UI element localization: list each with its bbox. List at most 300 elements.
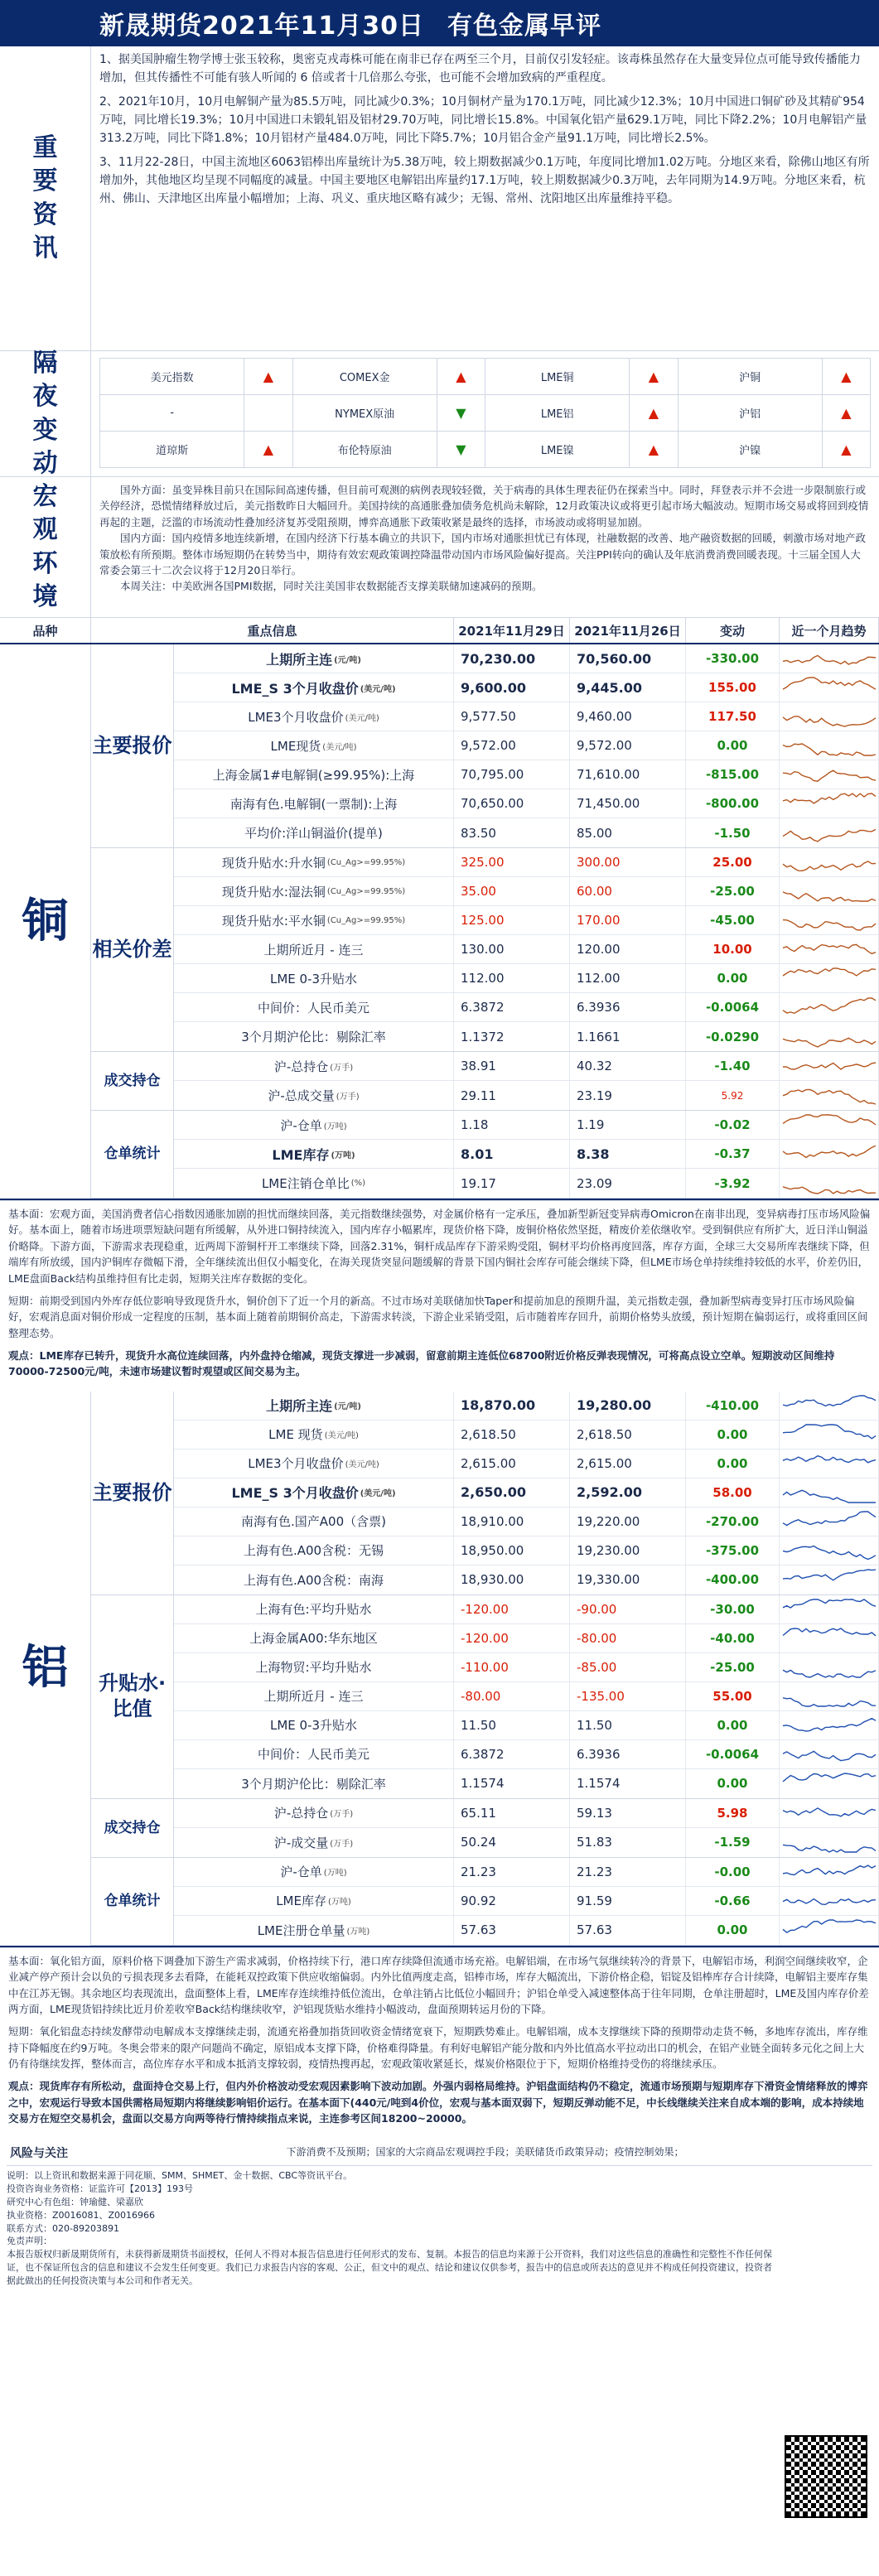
arrow-up-icon: ▲ [630, 359, 678, 395]
value-change: 58.00 [686, 1479, 780, 1507]
group-label: 仓单统计 [91, 1111, 174, 1198]
value-current: 2,615.00 [454, 1450, 570, 1478]
row-name [174, 848, 454, 876]
trend-sparkline [781, 646, 877, 671]
row-name-text: LME注销仓单比 [261, 1176, 350, 1191]
value-current: -110.00 [454, 1653, 570, 1681]
table-row [174, 644, 879, 673]
value-change: 155.00 [686, 673, 780, 702]
value-previous: 60.00 [570, 877, 686, 905]
label-char: 水 [138, 1672, 158, 1696]
row-unit: (万吨) [323, 1122, 347, 1131]
row-name-text: 平均价:洋山铜溢价(提单) [244, 826, 383, 841]
commentary [0, 1200, 879, 1392]
row-name-text: 上期所近月 - 连三 [263, 942, 364, 958]
label-char: 比 [112, 1697, 133, 1721]
row-name-text: LME_S 3个月收盘价 [231, 1485, 359, 1502]
label-char: 重 [32, 133, 58, 162]
table-row [174, 702, 879, 731]
row-name-text: LME现货 [270, 738, 321, 754]
table-row [174, 1392, 879, 1421]
table-row [174, 1052, 879, 1081]
value-previous: 19,230.00 [570, 1536, 686, 1565]
row-name-text: LME 0-3升贴水 [269, 971, 358, 987]
footer-note: 研究中心有色组：钟瑜健、梁嘉欣 [7, 2196, 143, 2207]
trend-sparkline [781, 1538, 877, 1563]
value-change: -0.66 [686, 1887, 780, 1915]
row-unit: (美元/吨) [324, 1431, 359, 1441]
trend-cell [780, 1799, 879, 1827]
news-item: 1、据美国肿瘤生物学博士张玉较称，奥密克戎毒株可能在南非已存在两至三个月，目前仅引发轻症。该毒株虽然存在大量变异位点可能导致传播能力增加，但其传播性不可能有骇人听闻的 6 倍或者十几倍那么夸张，也可能不会增加致病的严重程度。 [99, 53, 861, 84]
table-row [174, 1595, 879, 1624]
row-name-text: LME3个月收盘价 [248, 709, 344, 725]
value-current: -120.00 [454, 1624, 570, 1652]
trend-sparkline [781, 966, 877, 991]
table-row [174, 731, 879, 760]
group-rows [174, 1392, 879, 1594]
arrow-down-icon: ▼ [437, 395, 485, 432]
label-char: 宏 [32, 481, 58, 511]
footer-note: 本报告版权归新晟期货所有，未获得新晟期货书面授权，任何人不得对本报告信息进行任何形式的发布、复制。本报告的信息均来源于公开资料，我们对这些信息的准确性和完整性不作任何保证，也不保证所包含的信息和建议不会发生任何变更。我们已力求报告内容的客观、公正，但文中的观点、结论和建议仅供参考，报告中的信息或所表达的意见并不构成任何投资建议，投资者据此做出的任何投资决策与本公司和作者无关。 [7, 2249, 772, 2287]
value-change: -270.00 [686, 1507, 780, 1536]
commentary [0, 1947, 879, 2139]
overnight-name: NYMEX原油 [292, 395, 437, 432]
row-name-text: 上海有色.A00含税：无锡 [243, 1543, 384, 1559]
value-current: -120.00 [454, 1595, 570, 1623]
table-row [174, 1081, 879, 1110]
metal-group [91, 848, 879, 1052]
value-current: 29.11 [454, 1081, 570, 1110]
overnight-table [99, 358, 871, 468]
value-change: 0.00 [686, 1769, 780, 1798]
value-change: 25.00 [686, 848, 780, 876]
row-name [174, 1682, 454, 1710]
label-char: 相 [92, 937, 113, 961]
overnight-section [0, 348, 879, 478]
trend-sparkline [781, 1171, 877, 1196]
label-char: 价 [132, 937, 152, 961]
table-row [174, 1565, 879, 1594]
metal-group [91, 1858, 879, 1946]
aluminum-block [0, 1392, 879, 2139]
label-char: 价 [152, 733, 172, 757]
value-change: 117.50 [686, 702, 780, 731]
trend-sparkline [781, 1451, 877, 1476]
value-previous: 19,330.00 [570, 1565, 686, 1594]
row-name [174, 1916, 454, 1945]
value-previous: 300.00 [570, 848, 686, 876]
row-name [174, 702, 454, 731]
value-previous: 57.63 [570, 1916, 686, 1945]
trend-cell [780, 1858, 879, 1886]
overnight-label [0, 348, 91, 478]
overnight-name: LME铜 [485, 359, 630, 395]
row-name-text: 上海有色.A00含税：南海 [243, 1572, 384, 1588]
value-current: 70,230.00 [454, 644, 570, 673]
group-label [91, 1595, 174, 1798]
trend-sparkline [781, 1480, 877, 1505]
row-name-text: LME库存 [272, 1146, 330, 1163]
value-previous: 71,610.00 [570, 760, 686, 789]
value-current: 112.00 [454, 964, 570, 992]
table-row [174, 1740, 879, 1769]
value-previous: 2,592.00 [570, 1479, 686, 1507]
value-current: 90.92 [454, 1887, 570, 1915]
commentary-short-term: 短期：前期受到国内外库存低位影响导致现货升水，铜价创下了近一个月的新高。不过市场对美联储加快Taper和提前加息的预期升温，美元指数走强，叠加新型病毒变异打压市场风险偏好，宏观消息面对铜价形成一定程度的压制，基本面上随着前期铜价高走，下游需求转淡，下游企业采销受阻，后市随着库存回升，前期价格势头放缓，预计短期在偏弱运行，或将重回区间整理态势。 [8, 1294, 868, 1339]
trend-sparkline [781, 908, 877, 933]
value-current: 70,795.00 [454, 760, 570, 789]
trend-sparkline [781, 1597, 877, 1622]
footer-note: 说明：以上资讯和数据来源于同花顺、SMM、SHMET、金十数据、CBC等资讯平台。 [7, 2169, 353, 2181]
value-previous: 1.1661 [570, 1022, 686, 1051]
trend-cell [780, 1392, 879, 1420]
row-name-text: 中间价：人民币美元 [257, 1747, 369, 1763]
overnight-name: - [100, 395, 244, 432]
group-rows [174, 1052, 879, 1110]
row-name [174, 1887, 454, 1915]
trend-sparkline [781, 1626, 877, 1651]
table-header [0, 618, 879, 644]
overnight-name: 沪铝 [678, 395, 822, 432]
group-label [91, 848, 174, 1051]
trend-sparkline [781, 1567, 877, 1592]
metal-group [91, 1392, 879, 1595]
row-name-text: 沪-总持仓 [273, 1806, 329, 1821]
trend-cell [780, 1711, 879, 1739]
group-label [91, 1392, 174, 1594]
row-name [174, 1565, 454, 1594]
row-unit: (万手) [330, 1063, 354, 1073]
value-previous: 1.19 [570, 1111, 686, 1139]
overnight-name: COMEX金 [292, 359, 437, 395]
arrow-up-icon: ▲ [822, 359, 870, 395]
row-name-text: 中间价：人民币美元 [257, 1000, 369, 1015]
trend-sparkline [781, 1830, 877, 1855]
value-current: 21.23 [454, 1858, 570, 1886]
value-current: 125.00 [454, 906, 570, 934]
overnight-name: 道琼斯 [100, 432, 244, 468]
row-name-text: 现货升贴水:平水铜 [221, 913, 326, 929]
trend-cell [780, 1887, 879, 1915]
arrow-up-icon: ▲ [822, 395, 870, 432]
row-name [174, 1799, 454, 1827]
row-name-text: 上海有色:平均升贴水 [255, 1602, 372, 1618]
trend-sparkline [781, 791, 877, 816]
row-name [174, 1740, 454, 1768]
value-previous: 9,460.00 [570, 702, 686, 731]
commentary-view: 观点：现货库存有所松动，盘面持仓交易上行，但内外价格波动受宏观因素影响下波动加剧。外强内弱格局维持。沪铝盘面结构仍不稳定，流通市场预期与短期库存下滑资金情绪释放的博弈之中，宏观运行导致本国供需格局短期内将继续影响铝价运行。在基本面下(440元/吨到4价位，宏观与基本面双弱下，短期反弹动能不足，中长线继续关注来自成本端的影响，成本持续地交易方在短空交易机会，盘面以交易方向两等待行情持续指点来说，主连参考区间18200~20000。 [8, 2080, 868, 2125]
metal-grid [91, 1392, 879, 1946]
trend-cell [780, 1624, 879, 1652]
row-name-text: 沪-仓单 [280, 1864, 322, 1880]
row-name-text: 沪-总持仓 [273, 1059, 329, 1074]
trend-cell [780, 935, 879, 963]
label-char: 动 [32, 449, 58, 478]
value-previous: 71,450.00 [570, 789, 686, 818]
value-previous: 2,615.00 [570, 1450, 686, 1478]
value-change: -0.0064 [686, 993, 780, 1021]
macro-foreign: 国外方面：虽变异株目前只在国际间高速传播，但目前可观测的病例表现较轻微，关于病毒的具体生理表征仍在探索当中。同时，拜登表示并不会进一步限制旅行或关停经济，恐慌情绪释放过后，美元指数昨日大幅回升。美国持续的高通胀叠加债务危机尚未解除，12月政策决议或将更引起市场大幅波动。短期市场交易或将回到疫情再起的主题，泛滥的市场流动性叠加经济复苏受阻预期，博弈高通胀下政策收紧是最终的选择，市场波动或将明显加剧。 [99, 484, 869, 528]
table-row [174, 1507, 879, 1536]
row-name-text: 上海物贸:平均升贴水 [255, 1660, 372, 1676]
trend-sparkline [781, 1083, 877, 1108]
value-change: -30.00 [686, 1595, 780, 1623]
label-char: 报 [132, 1480, 152, 1504]
trend-cell [780, 1916, 879, 1945]
trend-sparkline [781, 1801, 877, 1826]
row-name [174, 644, 454, 673]
trend-sparkline [781, 1422, 877, 1447]
table-header-cell: 2021年11月26日 [570, 618, 686, 643]
row-name [174, 789, 454, 818]
value-current: 325.00 [454, 848, 570, 876]
news-item: 3、11月22-28日，中国主流地区6063铝棒出库量统计为5.38万吨，较上期数据减少0.1万吨，年度同比增加1.02万吨。分地区来看，除佛山地区有所增加外，其他地区均呈现不同幅度的减量。中国主要地区电解铝出库量约17.1万吨，较上期数据减少0.3万吨，去年同期为14.9万吨。分地区来看，杭州、佛山、天津地区出库量小幅增加；上海、巩义、重庆地区略有减少；无锡、常州、沈阳地区出库量维持平稳。 [99, 156, 870, 205]
table-row [174, 1799, 879, 1828]
table-row [174, 1479, 879, 1507]
label-char: 资 [32, 200, 58, 229]
trend-cell [780, 731, 879, 760]
label-char: 值 [132, 1697, 152, 1721]
value-change: 5.92 [686, 1081, 780, 1110]
value-previous: 2,618.50 [570, 1421, 686, 1449]
macro-focus: 本周关注：中美欧洲各国PMI数据，同时关注美国非农数据能否支撑美联储加速减码的预期。 [120, 580, 543, 593]
label-char: 要 [112, 733, 133, 757]
value-current: 50.24 [454, 1828, 570, 1857]
value-previous: 91.59 [570, 1887, 686, 1915]
metal-group [91, 1052, 879, 1111]
trend-cell [780, 1022, 879, 1051]
value-current: 1.18 [454, 1111, 570, 1139]
trend-sparkline [781, 821, 877, 846]
trend-cell [780, 1565, 879, 1594]
overnight-name: 沪镍 [678, 432, 822, 468]
row-unit: (Cu_Ag>=99.95%) [326, 915, 406, 925]
value-current: 9,600.00 [454, 673, 570, 702]
arrow-up-icon: ▲ [630, 395, 678, 432]
table-row [174, 1916, 879, 1945]
row-name-text: LME_S 3个月收盘价 [231, 680, 359, 697]
value-previous: 70,560.00 [570, 644, 686, 673]
overnight-name: 布伦特原油 [292, 432, 437, 468]
row-unit: (万手) [330, 1810, 354, 1820]
report-title-bar [0, 0, 879, 46]
row-name-text: 上海金属A00:华东地区 [249, 1631, 378, 1647]
news-body [91, 46, 879, 350]
row-name-text: LME库存 [276, 1893, 326, 1909]
value-previous: 120.00 [570, 935, 686, 963]
value-previous: 170.00 [570, 906, 686, 934]
table-row [174, 877, 879, 906]
trend-cell [780, 1081, 879, 1110]
trend-cell [780, 1507, 879, 1536]
value-current: 8.01 [454, 1140, 570, 1168]
row-name [174, 1858, 454, 1886]
value-change: -330.00 [686, 644, 780, 673]
commentary-short-term: 短期：氧化铝盘态持续发酵带动电解成本支撑继续走弱，流通充裕叠加指货回收资金情绪宽衰下，短期跌势难止。电解铝端，成本支撑继续下降的预期带动走货不畅，多地库存流出，库存维持下降幅度在约9万吨。冬奥会带来的限产问题尚不确定，原铝成本支撑下降，价格难得降量。有利好电解铝产能分散和内外比值高水平拉动出口的机会，在铝产业链全面转多元化之间上大仍有待继续发挥，整体而言，高位库存水平和成本抵消支撑较弱，疫情热搜再起，宏观政策收紧延长，煤炭价格限位于下，短期价格维持受伤的将继续承压。 [8, 2025, 868, 2070]
arrow-down-icon: ▼ [437, 432, 485, 468]
row-name-text: 上期所近月 - 连三 [263, 1689, 364, 1705]
row-name [174, 1624, 454, 1652]
metal-group [91, 1595, 879, 1799]
row-name [174, 1653, 454, 1681]
trend-sparkline [781, 1742, 877, 1767]
value-previous: 11.50 [570, 1711, 686, 1739]
row-name [174, 1711, 454, 1739]
trend-cell [780, 1140, 879, 1168]
overnight-name: 沪铜 [678, 359, 822, 395]
table-row [174, 1022, 879, 1051]
trend-cell [780, 1421, 879, 1449]
trend-sparkline [781, 1771, 877, 1796]
row-unit: (万吨) [323, 1869, 347, 1879]
trend-cell [780, 1740, 879, 1768]
table-row [174, 673, 879, 702]
value-previous: 51.83 [570, 1828, 686, 1857]
overnight-name: LME铝 [485, 395, 630, 432]
row-name-text: LME注册仓单量 [257, 1922, 345, 1938]
value-current: 11.50 [454, 1711, 570, 1739]
row-name [174, 1111, 454, 1139]
value-current: 65.11 [454, 1799, 570, 1827]
row-name [174, 1769, 454, 1798]
row-name-text: LME 现货 [268, 1427, 323, 1443]
trend-cell [780, 1595, 879, 1623]
row-unit: (万吨) [346, 1927, 370, 1937]
value-current: 18,950.00 [454, 1536, 570, 1565]
trend-sparkline [781, 1918, 877, 1942]
macro-label [0, 477, 91, 617]
value-current: 1.1372 [454, 1022, 570, 1051]
group-label: 成交持仓 [91, 1052, 174, 1110]
label-char: 价 [152, 1480, 172, 1504]
row-name-text: 3个月期沪伦比：剔除汇率 [241, 1030, 386, 1044]
group-rows [174, 644, 879, 847]
value-change: -0.02 [686, 1111, 780, 1139]
metal-group [91, 644, 879, 848]
table-row [174, 1769, 879, 1798]
table-row [174, 1653, 879, 1682]
value-previous: 112.00 [570, 964, 686, 992]
row-name [174, 1421, 454, 1449]
risk-label: 风险与关注 [10, 2146, 68, 2160]
commentary-fundamentals: 基本面：氧化铝方面，原料价格下调叠加下游生产需求减弱，价格持续下行，港口库存续降但流通市场充裕。电解铝端，在市场气氛继续转冷的背景下，电解铝市场，利润空间继续收窄，企业减产停产预计会以负的亏损表现多去看降，在能耗双控政策下供应收缩偏弱。内外比值两度走高，铝棒市场，库存大幅流出，下游价格企稳，铝锭及铝棒库存合计续降，电解铝主要库存集中在江苏无锡。其余地区均表现流出，盘面整体上看，LME库存连续维持低位流出，仓单注销占比低位小幅回升；沪铝仓单受入减速整体高于往年同期，仓单注册超时，LME及国内库存价差两方面，LME现货铝持续比近月价差收窄Back结构继续收窄，沪铝现货贴水维持小幅波动，盘面预期转运月份的下降。 [8, 1954, 869, 2015]
trend-cell [780, 1479, 879, 1507]
row-unit: (Cu_Ag>=99.95%) [326, 857, 406, 867]
trend-cell [780, 964, 879, 992]
row-unit: (%) [350, 1179, 366, 1188]
table-row [174, 1711, 879, 1740]
group-label [91, 644, 174, 847]
value-previous: 21.23 [570, 1858, 686, 1886]
footer [0, 2139, 879, 2292]
footer-note: 免责声明： [7, 2236, 52, 2247]
row-name [174, 935, 454, 963]
row-name [174, 1169, 454, 1198]
table-row [174, 935, 879, 964]
arrow-up-icon: ▲ [437, 359, 485, 395]
trend-sparkline [781, 704, 877, 729]
table-row [174, 993, 879, 1022]
arrow-up-icon: ▲ [822, 432, 870, 468]
row-unit: (万手) [330, 1839, 354, 1849]
risk-text: 下游消费不及预期；国家的大宗商品宏观调控手段；美联储货币政策异动；疫情控制効果； [286, 2145, 684, 2158]
trend-cell [780, 1052, 879, 1080]
value-current: 2,650.00 [454, 1479, 570, 1507]
trend-sparkline [781, 937, 877, 962]
trend-cell [780, 789, 879, 818]
trend-sparkline [781, 1054, 877, 1078]
value-change: 5.98 [686, 1799, 780, 1827]
value-change: -40.00 [686, 1624, 780, 1652]
row-name-text: 现货升贴水:升水铜 [221, 855, 326, 871]
row-name [174, 1828, 454, 1857]
value-current: 6.3872 [454, 993, 570, 1021]
value-current: 1.1574 [454, 1769, 570, 1798]
trend-sparkline [781, 1025, 877, 1049]
trend-sparkline [781, 762, 877, 787]
trend-sparkline [781, 1684, 877, 1709]
macro-section [0, 477, 879, 618]
footer-note: 联系方式：020-89203891 [7, 2222, 119, 2234]
row-name [174, 1595, 454, 1623]
label-char: 观 [32, 515, 58, 544]
table-row [174, 1887, 879, 1916]
label-char: 关 [112, 937, 133, 961]
table-row [174, 760, 879, 789]
value-previous: 9,445.00 [570, 673, 686, 702]
label-char: 报 [132, 733, 152, 757]
table-row [174, 1624, 879, 1653]
row-unit: (元/吨) [334, 1402, 361, 1412]
row-name [174, 1052, 454, 1080]
value-change: -0.37 [686, 1140, 780, 1168]
trend-sparkline [781, 1860, 877, 1884]
table-row [174, 848, 879, 877]
trend-cell [780, 1769, 879, 1798]
report-title: 新晟期货2021年11月30日 [99, 12, 424, 41]
row-name [174, 1140, 454, 1168]
trend-cell [780, 644, 879, 673]
value-current: 35.00 [454, 877, 570, 905]
table-row [174, 1111, 879, 1140]
macro-domestic: 国内方面：国内疫情多地连续新增，在国内经济下行基本确立的共识下，国内市场对通胀担忧已有体现，社融数据的改善、地产融资数据的回暖，刺激市场对地产政策放松有所预期。整体市场短期仍在转势当中，期待有效宏观政策调控降温带动国内市场风险偏好提高。关注PPI转向的确认及年底消费消费回暖表现。十三届全国人大常委会第三十二次会议将于12月20日举行。 [99, 532, 867, 576]
row-unit: (Cu_Ag>=99.95%) [326, 886, 406, 896]
value-current: 18,870.00 [454, 1392, 570, 1420]
row-unit: (万吨) [327, 1898, 351, 1908]
qr-code-icon [785, 2435, 867, 2518]
value-change: -0.0064 [686, 1740, 780, 1768]
row-unit: (美元/吨) [360, 1489, 396, 1499]
commentary-fundamentals: 基本面：宏观方面，美国消费者信心指数因通胀加剧的担忧而继续回落，美元指数继续强势，对金属价格有一定承压，叠加新型新冠变异病毒Omicron在南非出现，变异病毒打压市场风险偏好。基本面上，随着市场进项票短缺问题有所缓解，从外进口铜持续流入，国内库存小幅累库，现货价格下降，废铜价格依然坚挺，精废价差依继收窄。受到铜供应有所扩大，近日洋山铜溢价略降。下游方面，下游需求表现稳重，近两周下游铜杆开工率继续下降，回落2.31%，铜杆成品库存下游采购受阻，铜材平均价格再度回落，库存方面，全球三大交易所库表继续下降，但端库有所放缓，国内沪铜库存微幅下滑，全年继续流出但仅小幅变化，在海关现货突显问题缓解的背景下国内铜社会库存可能会继续下降，但LME市场仓单持续维持较低的水平，价差仍旧，LME盘面Back结构虽维持但有比走弱，短期关注库存数据的变化。 [8, 1208, 871, 1285]
row-name-text: 南海有色.电解铜(一票制):上海 [229, 796, 398, 812]
row-name-text: 沪-仓单 [280, 1117, 322, 1133]
value-change: -3.92 [686, 1169, 780, 1198]
label-char: 讯 [32, 234, 58, 263]
label-char: 差 [152, 937, 172, 961]
value-previous: 19,280.00 [570, 1392, 686, 1420]
trend-cell [780, 993, 879, 1021]
label-char: 境 [32, 582, 58, 611]
trend-cell [780, 818, 879, 847]
label-char: 主 [92, 733, 113, 757]
group-rows [174, 1595, 879, 1798]
value-change: 0.00 [686, 964, 780, 992]
value-current: 130.00 [454, 935, 570, 963]
value-change: 0.00 [686, 1916, 780, 1945]
value-previous: 6.3936 [570, 993, 686, 1021]
report-subtitle: 有色金属早评 [447, 12, 601, 41]
table-row [174, 964, 879, 993]
